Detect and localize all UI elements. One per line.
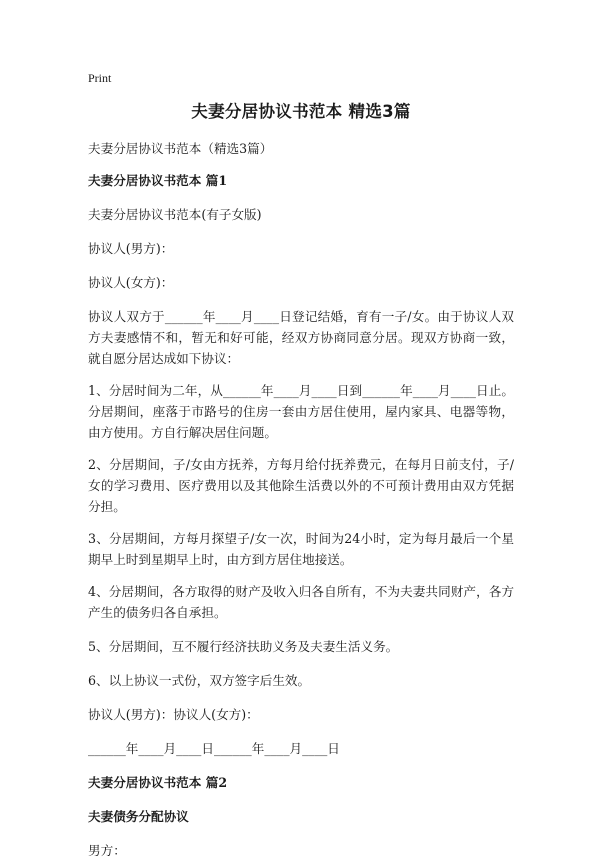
party-male-line: 协议人(男方)：: [88, 241, 174, 256]
document-subtitle: 夫妻分居协议书范本（精选3篇）: [88, 141, 273, 156]
clause-4: 4、分居期间，各方取得的财产及收入归各自所有，不为夫妻共同财产，各方产生的债务归各自承担。: [88, 584, 514, 620]
signature-line: 协议人(男方)：协议人(女方)：: [88, 707, 259, 722]
male-side-line: 男方：: [88, 843, 126, 858]
section-1-heading: 夫妻分居协议书范本 篇1: [88, 173, 228, 188]
date-line: ______年____月____日______年____月____日: [88, 741, 340, 756]
section-2-heading: 夫妻分居协议书范本 篇2: [88, 775, 228, 790]
clause-1: 1、分居时间为二年，从______年____月____日到______年____月____日止。分居期间，座落于市路号的住房一套由方居住使用，屋内家具、电器等物，由方使用。方自行解决居住问题。: [88, 383, 514, 440]
clause-2: 2、分居期间，子/女由方抚养，方每月给付抚养费元，在每月日前支付，子/女的学习费用、医疗费用以及其他除生活费以外的不可预计费用由双方凭据分担。: [88, 457, 514, 514]
party-female-line: 协议人(女方)：: [88, 275, 174, 290]
clause-6: 6、以上协议一式份，双方签字后生效。: [88, 673, 311, 688]
section-1-subheading: 夫妻分居协议书范本(有子女版): [88, 207, 262, 222]
page-title: 夫妻分居协议书范本 精选3篇: [191, 102, 411, 121]
clause-5: 5、分居期间，互不履行经济扶助义务及夫妻生活义务。: [88, 639, 399, 654]
intro-paragraph: 协议人双方于______年____月____日登记结婚，育有一子/女。由于协议人双方夫妻感情不和，暂无和好可能，经双方协商同意分居。现双方协商一致，就自愿分居达成如下协议：: [88, 309, 514, 366]
clause-3: 3、分居期间，方每月探望子/女一次，时间为24小时，定为每月最后一个星期早上时到星期早上时，由方到方居住地接送。: [88, 531, 514, 567]
section-2-subheading: 夫妻债务分配协议: [88, 809, 189, 824]
print-label: Print: [88, 71, 112, 85]
